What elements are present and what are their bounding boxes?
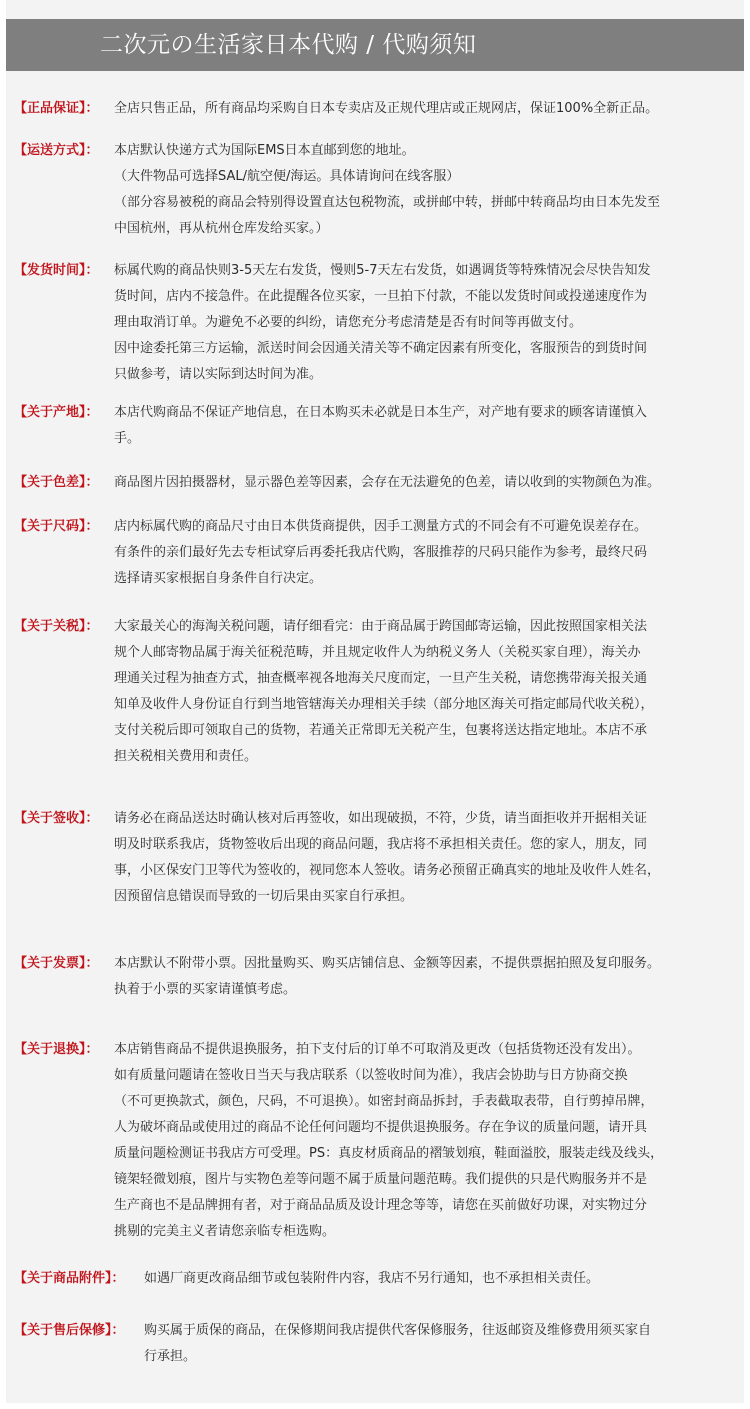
section-text-line: 支付关税后即可领取自己的货物，若通关正常即无关税产生，包裹将送达指定地址。本店不承 <box>114 723 648 738</box>
section-text-line: 选择请买家根据自身条件自行决定。 <box>114 571 323 586</box>
section-text-line: （大件物品可选择SAL/航空便/海运。具体请询问在线客服） <box>114 169 460 184</box>
section-text-line: 镜架轻微划痕，图片与实物色差等问题不属于质量问题范畴。我们提供的只是代购服务并不是 <box>114 1172 648 1187</box>
section-text-line: 全店只售正品，所有商品均采购自日本专卖店及正规代理店或正规网店，保证100%全新正品。 <box>114 101 659 116</box>
section-text-line: 明及时联系我店，货物签收后出现的商品问题，我店将不承担相关责任。您的家人，朋友，同 <box>114 837 648 852</box>
section-text-line: （不可更换款式，颜色，尺码，不可退换）。如密封商品拆封，手表截取表带，自行剪掉吊牌， <box>114 1094 654 1109</box>
section-text-line: 规个人邮寄物品属于海关征税范畴，并且规定收件人为纳税义务人（关税买家自理），海关办 <box>114 645 641 660</box>
section-label: 【关于色差】： <box>14 475 99 490</box>
section-text-line: 挑剔的完美主义者请您亲临专柜选购。 <box>114 1224 336 1239</box>
section-text-line: 行承担。 <box>144 1349 197 1364</box>
section-text-line: 本店销售商品不提供退换服务，拍下支付后的订单不可取消及更改（包括货物还没有发出）。 <box>114 1042 641 1057</box>
section-text-line: 货时间，店内不接急件。在此提醒各位买家，一旦拍下付款，不能以发货时间或投递速度作为 <box>114 289 648 304</box>
section-text-line: 请务必在商品送达时确认核对后再签收，如出现破损，不符，少货，请当面拒收并开据相关证 <box>114 811 648 826</box>
section-text-line: 店内标属代购的商品尺寸由日本供货商提供，因手工测量方式的不同会有不可避免误差存在。 <box>114 519 648 534</box>
section-label: 【运送方式】： <box>14 143 99 158</box>
section-text-line: 担关税相关费用和责任。 <box>114 749 258 764</box>
section-text-line: 本店默认不附带小票。因批量购买、购买店铺信息、金额等因素，不提供票据拍照及复印服务。 <box>114 956 661 971</box>
section-text-line: 大家最关心的海淘关税问题，请仔细看完：由于商品属于跨国邮寄运输，因此按照国家相关法 <box>114 619 648 634</box>
section-body <box>114 806 660 910</box>
section-text-line: 只做参考，请以实际到达时间为准。 <box>114 367 323 382</box>
section-body <box>144 1318 651 1370</box>
page-title: 二次元の生活家日本代购 / 代购须知 <box>100 32 477 58</box>
section-text-line: 知单及收件人身份证自行到当地管辖海关办理相关手续（部分地区海关可指定邮局代收关税）， <box>114 697 654 712</box>
section-text-line: 中国杭州，再从杭州仓库发给买家。） <box>114 221 329 236</box>
section-text-line: 质量问题检测证书我店方可受理。PS：真皮材质商品的褶皱划痕，鞋面溢胶，服装走线及线头， <box>114 1146 664 1161</box>
section-text-line: 手。 <box>114 431 141 446</box>
section-text-line: 事，小区保安门卫等代为签收的，视同您本人签收。请务必预留正确真实的地址及收件人姓名， <box>114 863 661 878</box>
section-body <box>114 138 660 242</box>
section-body <box>114 514 647 592</box>
section-text-line: 生产商也不是品牌拥有者，对于商品品质及设计理念等等，请您在买前做好功课，对实物过分 <box>114 1198 648 1213</box>
section-text-line: 因预留信息错误而导致的一切后果由买家自行承担。 <box>114 889 414 904</box>
section-label: 【关于关税】： <box>14 619 99 634</box>
section-text-line: 因中途委托第三方运输，派送时间会因通关清关等不确定因素有所变化，客服预告的到货时间 <box>114 341 648 356</box>
section-text-line: 如遇厂商更改商品细节或包装附件内容，我店不另行通知，也不承担相关责任。 <box>144 1271 600 1286</box>
section-body <box>114 470 660 496</box>
section-text-line: 标属代购的商品快则3-5天左右发货，慢则5-7天左右发货，如遇调货等特殊情况会尽快告知发 <box>114 263 651 278</box>
section-text-line: 如有质量问题请在签收日当天与我店联系（以签收时间为准），我店会协助与日方协商交换 <box>114 1068 628 1083</box>
section-text-line: 有条件的亲们最好先去专柜试穿后再委托我店代购，客服推荐的尺码只能作为参考，最终尺码 <box>114 545 648 560</box>
section-text-line: （部分容易被税的商品会特别得设置直达包税物流，或拼邮中转，拼邮中转商品均由日本先发至 <box>114 195 661 210</box>
section-label: 【正品保证】： <box>14 101 99 116</box>
section-body <box>114 96 658 122</box>
section-label: 【关于退换】： <box>14 1042 99 1057</box>
section-label: 【发货时间】： <box>14 263 99 278</box>
section-body <box>114 400 647 452</box>
section-text-line: 本店代购商品不保证产地信息，在日本购买未必就是日本生产，对产地有要求的顾客请谨慎入 <box>114 405 648 420</box>
section-text-line: 执着于小票的买家请谨慎考虑。 <box>114 982 297 997</box>
section-text-line: 本店默认快递方式为国际EMS日本直邮到您的地址。 <box>114 143 415 158</box>
section-body <box>114 258 650 388</box>
section-label: 【关于商品附件】： <box>14 1271 125 1286</box>
section-label: 【关于发票】： <box>14 956 99 971</box>
section-label: 【关于尺码】： <box>14 519 99 534</box>
section-label: 【关于产地】： <box>14 405 99 420</box>
section-text-line: 商品图片因拍摄器材，显示器色差等因素，会存在无法避免的色差，请以收到的实物颜色为准。 <box>114 475 661 490</box>
section-text-line: 购买属于质保的商品，在保修期间我店提供代客保修服务，往返邮资及维修费用须买家自 <box>144 1323 652 1338</box>
section-text-line: 理由取消订单。为避免不必要的纠纷，请您充分考虑清楚是否有时间等再做支付。 <box>114 315 583 330</box>
section-label: 【关于签收】： <box>14 811 99 826</box>
section-text-line: 人为破坏商品或使用过的商品不论任何问题均不提供退换服务。存在争议的质量问题，请开具 <box>114 1120 648 1135</box>
section-body <box>114 1037 663 1245</box>
section-text-line: 理通关过程为抽查方式，抽查概率视各地海关尺度而定，一旦产生关税，请您携带海关报关通 <box>114 671 648 686</box>
section-body <box>144 1266 599 1292</box>
section-body <box>114 951 660 1003</box>
section-body <box>114 614 654 770</box>
page-header <box>6 19 744 71</box>
section-label: 【关于售后保修】： <box>14 1323 125 1338</box>
